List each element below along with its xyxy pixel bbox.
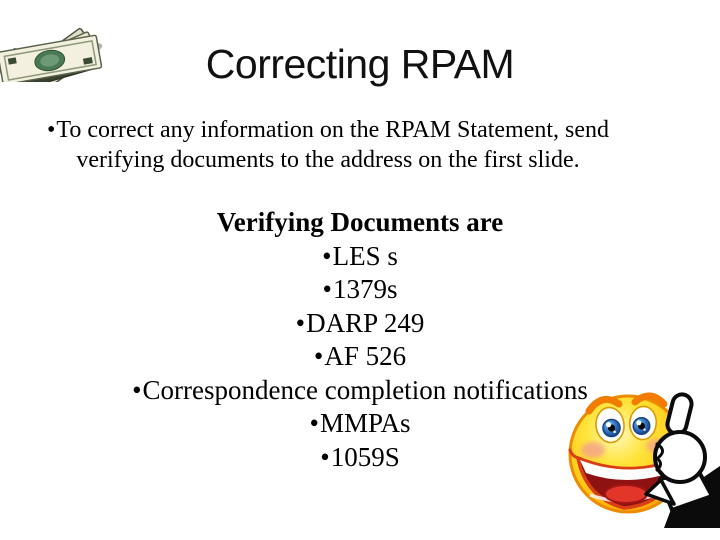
- bullet: •: [132, 374, 142, 405]
- thumbs-up-smiley-image: [560, 380, 720, 528]
- list-item: •DARP 249: [295, 307, 425, 338]
- intro-text: [0, 115, 656, 175]
- list-item: •Correspondence completion notifications: [132, 374, 588, 405]
- list-item: •1379s: [322, 274, 398, 304]
- slide-title: Correcting RPAM: [205, 41, 515, 87]
- list-header: Verifying Documents are: [216, 207, 504, 237]
- intro-line: verifying documents to the address on the first slide.: [76, 147, 580, 173]
- list-item: •MMPAs: [309, 408, 411, 438]
- bullet: •: [322, 274, 332, 304]
- list-item: •1059S: [320, 441, 400, 472]
- bullet: •: [322, 240, 332, 271]
- bullet: •: [46, 117, 56, 143]
- bullet: •: [309, 408, 319, 438]
- intro-line: •To correct any information on the RPAM Statement, send: [46, 117, 610, 143]
- dollar-bills-graphic: [0, 0, 112, 82]
- thumbs-up-smiley-graphic: [560, 380, 720, 528]
- bullet: •: [295, 307, 306, 338]
- list-item: •LES s: [322, 240, 398, 271]
- list-item: •AF 526: [313, 341, 407, 371]
- dollar-bills-image: [0, 0, 112, 82]
- bullet: •: [313, 341, 324, 371]
- bullet: •: [320, 441, 330, 472]
